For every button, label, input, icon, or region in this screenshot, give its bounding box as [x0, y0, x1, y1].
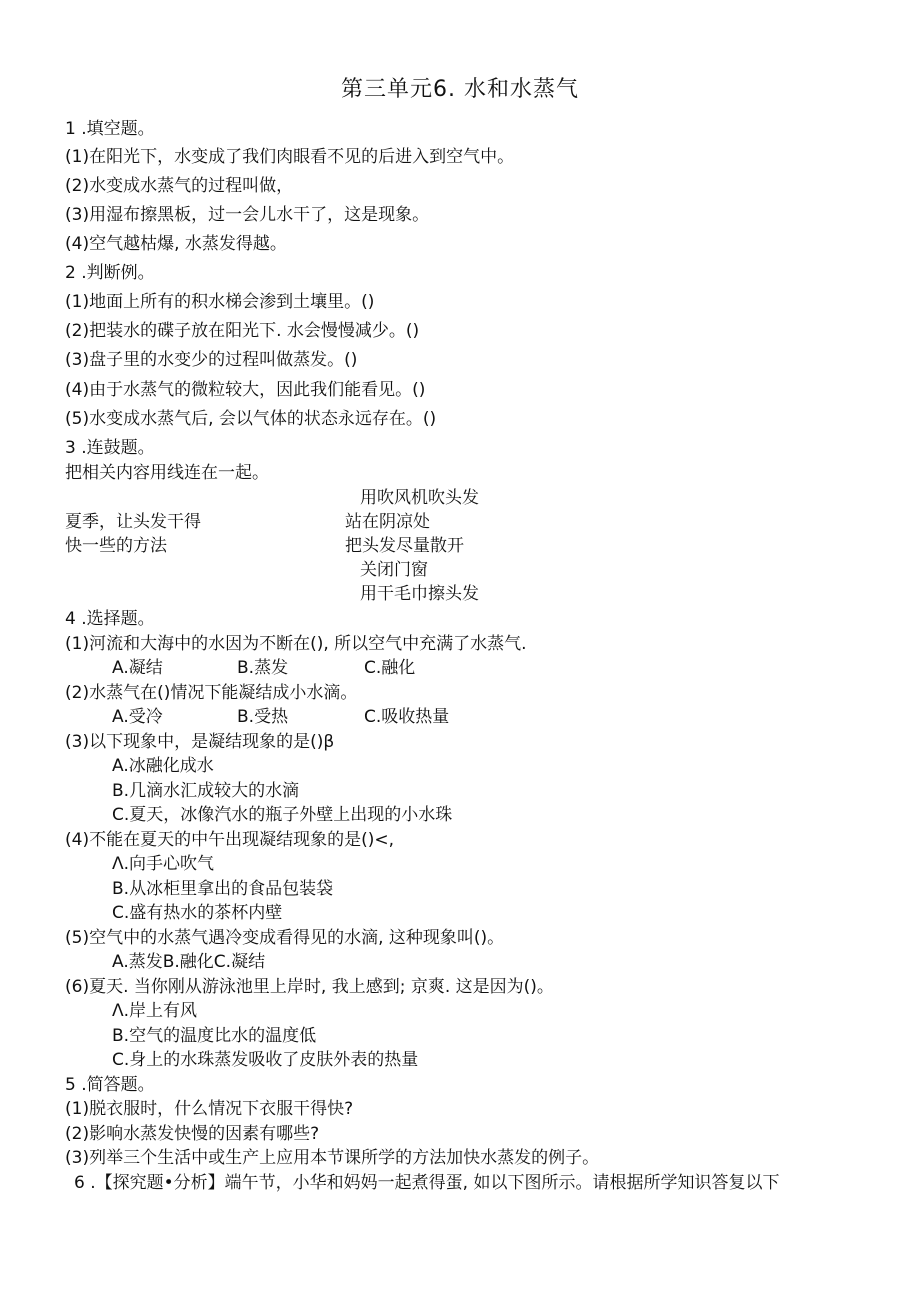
choice-1-option-c: C.融化: [364, 658, 416, 678]
choice-4-option-b: B.从冰柜里拿出的食品包装袋: [112, 879, 334, 899]
judge-item-3: (3)盘子里的水变少的过程叫做蒸发。(): [65, 350, 358, 370]
choice-6-option-a: Λ.岸上有风: [112, 1001, 198, 1021]
match-right-2: 站在阴凉处: [345, 512, 430, 532]
choice-2-option-a: A.受冷: [112, 707, 163, 727]
fill-item-2: (2)水变成水蒸气的过程叫做，: [65, 176, 294, 196]
choice-stem-4: (4)不能在夏天的中午出现凝结现象的是()<,: [65, 830, 394, 850]
choice-6-option-b: B.空气的温度比水的温度低: [112, 1026, 317, 1046]
choice-5-options: A.蒸发B.融化C.凝结: [112, 952, 266, 972]
matching-instruction: 把相关内容用线连在一起。: [65, 463, 269, 483]
judge-item-2: (2)把装水的碟子放在阳光下. 水会慢慢减少。(): [65, 321, 420, 341]
fill-item-1: (1)在阳光下，水变成了我们肉眼看不见的后进入到空气中。: [65, 147, 515, 167]
match-right-3: 把头发尽量散开: [345, 536, 464, 556]
choice-3-option-b: B.几滴水汇成较大的水滴: [112, 781, 300, 801]
match-right-5: 用干毛巾擦头发: [360, 584, 479, 604]
choice-4-option-c: C.盛有热水的茶杯内壁: [112, 903, 283, 923]
choice-4-option-a: Λ.向手心吹气: [112, 854, 215, 874]
section-5-heading: 5 .简答题。: [65, 1075, 155, 1095]
fill-item-3: (3)用湿布擦黑板，过一会儿水干了，这是现象。: [65, 205, 430, 225]
choice-3-option-c: C.夏天，冰像汽水的瓶子外壁上出现的小水珠: [112, 805, 453, 825]
short-answer-2: (2)影响水蒸发快慢的因素有哪些?: [65, 1124, 320, 1144]
section-4-heading: 4 .选择题。: [65, 609, 155, 629]
choice-1-option-a: A.凝结: [112, 658, 163, 678]
choice-2-option-b: B.受热: [237, 707, 289, 727]
judge-item-4: (4)由于水蒸气的微粒较大，因此我们能看见。(): [65, 380, 426, 400]
choice-6-option-c: C.身上的水珠蒸发吸收了皮肤外表的热量: [112, 1050, 419, 1070]
judge-item-1: (1)地面上所有的积水梯会渗到土壤里。(): [65, 292, 375, 312]
choice-3-option-a: A.冰融化成水: [112, 756, 214, 776]
choice-stem-3: (3)以下现象中，是凝结现象的是()β: [65, 732, 335, 752]
section-6-text: 6 .【探究题•分析】端午节，小华和妈妈一起煮得蛋, 如以下图所示。请根据所学知识答复以下: [74, 1173, 780, 1193]
choice-stem-6: (6)夏天. 当你刚从游泳池里上岸时, 我上感到; 京爽. 这是因为()。: [65, 977, 554, 997]
choice-stem-1: (1)河流和大海中的水因为不断在(), 所以空气中充满了水蒸气.: [65, 634, 527, 654]
choice-1-option-b: B.蒸发: [237, 658, 289, 678]
match-left-1: 夏季，让头发干得: [65, 512, 201, 532]
match-left-2: 快一些的方法: [65, 536, 167, 556]
short-answer-1: (1)脱衣服时，什么情况下衣服干得快?: [65, 1099, 354, 1119]
page-title: 第三单元6. 水和水蒸气: [341, 77, 579, 102]
choice-2-option-c: C.吸收热量: [364, 707, 450, 727]
choice-stem-2: (2)水蒸气在()情况下能凝结成小水滴。: [65, 683, 358, 703]
short-answer-3: (3)列举三个生活中或生产上应用本节课所学的方法加快水蒸发的例子。: [65, 1148, 600, 1168]
section-3-heading: 3 .连鼓题。: [65, 438, 155, 458]
match-right-1: 用吹风机吹头发: [360, 488, 479, 508]
section-2-heading: 2 .判断例。: [65, 263, 155, 283]
choice-stem-5: (5)空气中的水蒸气遇冷变成看得见的水滴, 这种现象叫()。: [65, 928, 505, 948]
section-1-heading: 1 .填空题。: [65, 119, 155, 139]
match-right-4: 关闭门窗: [360, 560, 428, 580]
judge-item-5: (5)水变成水蒸气后, 会以气体的状态永远存在。(): [65, 409, 437, 429]
fill-item-4: (4)空气越枯爆, 水蒸发得越。: [65, 234, 287, 254]
